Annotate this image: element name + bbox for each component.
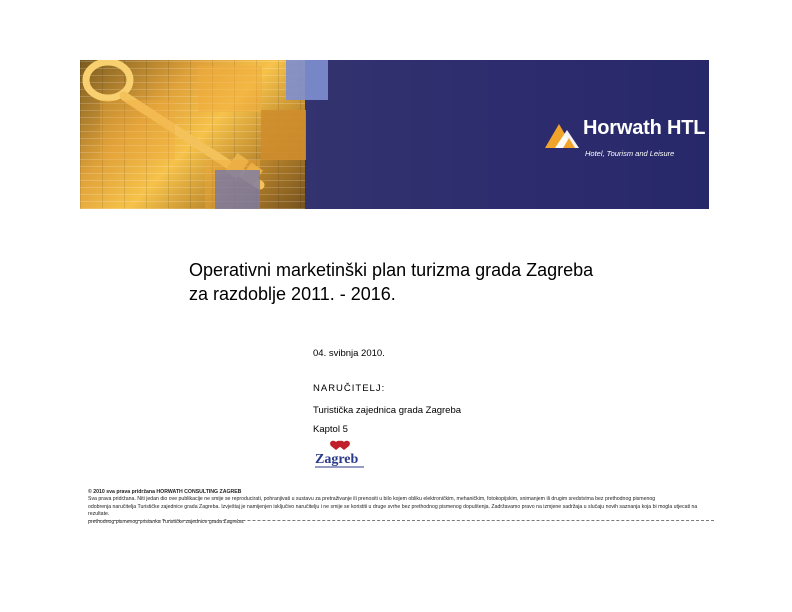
zagreb-logo — [314, 440, 366, 470]
copyright-line-1: © 2010 sva prava pridržana HORWATH CONSULTING ZAGREB — [88, 489, 242, 495]
header-banner — [80, 60, 709, 209]
client-name: Turistička zajednica grada Zagreba — [313, 405, 462, 416]
title-line-2: za razdoblje 2011. - 2016. — [189, 284, 396, 304]
document-title — [189, 258, 709, 306]
brand-name: Horwath HTL — [583, 117, 706, 139]
copyright-line-3: odobrenja naručitelja Turističke zajednice grada Zagreba. Izvještaj je namijenjen isključivo naručitelju i ne smije se koristiti u druge svrhe bez prethodnog pismenog dopuštenja. Zadržavamo pravo na izmjene sadržaja u slučaju novih saznanja koja bi mogla utjecati na rezultate. — [88, 503, 698, 518]
title-line-1: Operativni marketinški plan turizma grada Zagreba — [189, 260, 594, 280]
zagreb-logo-text: Zagreb — [315, 452, 359, 467]
zagreb-heart-icon — [314, 440, 366, 470]
copyright-line-4: prethodnog pismenog pristanka Turističke zajednice grada Zagreba. — [88, 518, 245, 525]
mountain-logo-icon — [545, 120, 581, 148]
document-date: 04. svibnja 2010. — [313, 348, 385, 359]
footer-divider — [88, 520, 714, 521]
client-label: NARUČITELJ: — [313, 383, 386, 394]
copyright-line-2: Sva prava pridržana. Niti jedan dio ove publikacije ne smije se reproducirati, pohranjivati u sustavu za pretraživanje ili prenositi u bilo kojem obliku elektroničkim, mehaničkim, fotokopijskim, snimanjem ili drugim sredstvima bez prethodnog pismenog — [88, 496, 656, 503]
horwath-logo — [545, 115, 706, 165]
brand-tagline: Hotel, Tourism and Leisure — [585, 149, 675, 158]
client-address: Kaptol 5 — [313, 424, 348, 435]
